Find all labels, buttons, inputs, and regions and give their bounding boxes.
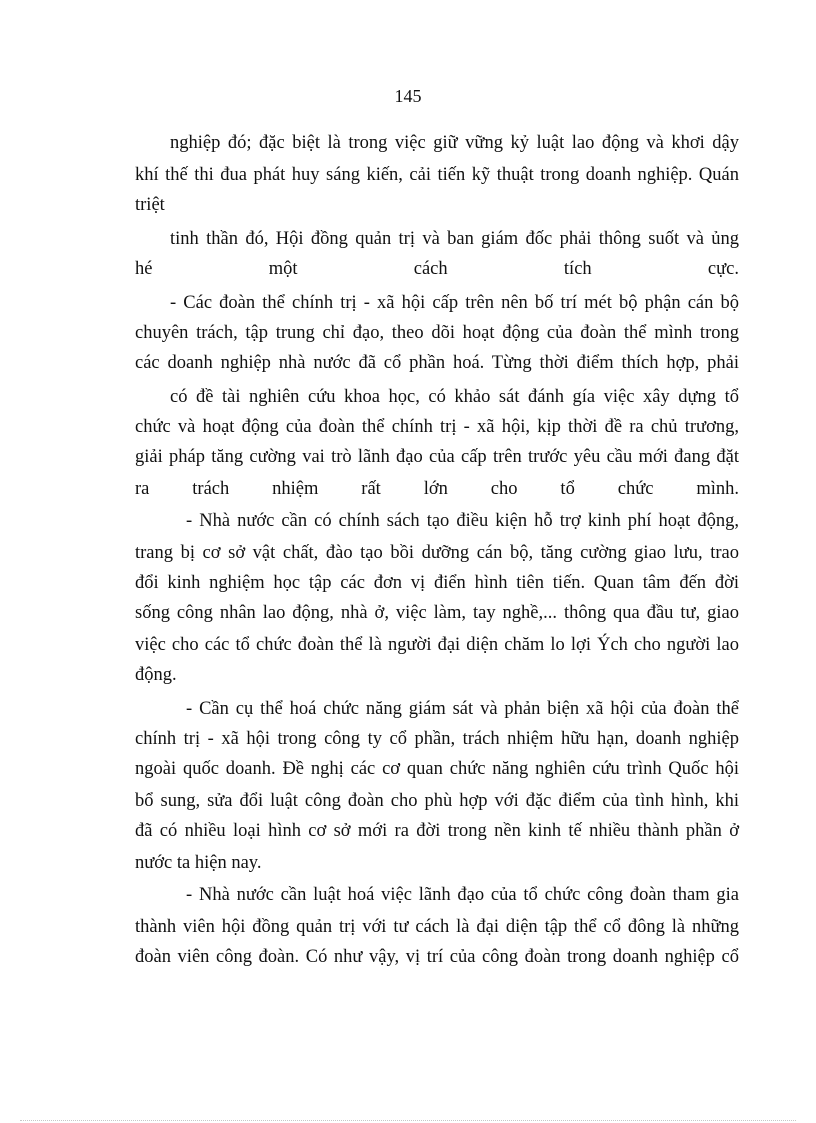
page-bottom-rule (20, 1120, 796, 1121)
text-line: ngoài quốc doanh. Đề nghị các cơ quan chức năng nghiên cứu trình Quốc hội (135, 759, 739, 779)
text-line: nước ta hiện nay. (135, 853, 262, 873)
text-line: giải pháp tăng cường vai trò lãnh đạo của cấp trên trước yêu cầu mới đang đặt (135, 447, 739, 467)
text-line: - Cần cụ thể hoá chức năng giám sát và phản biện xã hội của đoàn thể (186, 699, 739, 719)
text-line: việc cho các tổ chức đoàn thể là người đại diện chăm lo lợi Ých cho người lao (135, 635, 739, 655)
text-line: chuyên trách, tập trung chỉ đạo, theo dõi hoạt động của đoàn thể mình trong (135, 323, 739, 343)
text-line: triệt (135, 195, 165, 215)
text-line: đoàn viên công đoàn. Có như vậy, vị trí của công đoàn trong doanh nghiệp cổ (135, 947, 739, 967)
text-line: thành viên hội đồng quản trị với tư cách là đại diện tập thể cổ đông là những (135, 917, 739, 937)
text-line: động. (135, 665, 177, 685)
text-line: đã có nhiều loại hình cơ sở mới ra đời trong nền kinh tế nhiều thành phần ở (135, 821, 739, 841)
page-number: 145 (394, 86, 422, 106)
text-line: hé một cách tích cực. (135, 259, 739, 279)
text-line: chức và hoạt động của đoàn thể chính trị - xã hội, kịp thời đề ra chủ trương, (135, 417, 739, 437)
text-line: các doanh nghiệp nhà nước đã cổ phần hoá. Từng thời điểm thích hợp, phải (135, 353, 739, 373)
text-line: ra trách nhiệm rất lớn cho tổ chức mình. (135, 479, 739, 499)
text-line: có đề tài nghiên cứu khoa học, có khảo sát đánh gía việc xây dựng tổ (170, 387, 739, 407)
text-line: - Nhà nước cần có chính sách tạo điều kiện hỗ trợ kinh phí hoạt động, (186, 511, 739, 531)
text-line: - Các đoàn thể chính trị - xã hội cấp trên nên bố trí mét bộ phận cán bộ (170, 293, 739, 313)
text-line: trang bị cơ sở vật chất, đào tạo bồi dưỡng cán bộ, tăng cường giao lưu, trao (135, 543, 739, 563)
text-line: nghiệp đó; đặc biệt là trong việc giữ vững kỷ luật lao động và khơi dậy (170, 133, 739, 153)
text-line: chính trị - xã hội trong công ty cổ phần, trách nhiệm hữu hạn, doanh nghiệp (135, 729, 739, 749)
text-line: - Nhà nước cần luật hoá việc lãnh đạo của tổ chức công đoàn tham gia (186, 885, 739, 905)
text-line: bổ sung, sửa đổi luật công đoàn cho phù hợp với đặc điểm của tình hình, khi (135, 791, 739, 811)
text-line: sống công nhân lao động, nhà ở, việc làm, tay nghề,... thông qua đầu tư, giao (135, 603, 739, 623)
text-line: tinh thần đó, Hội đồng quản trị và ban giám đốc phải thông suốt và ủng (170, 229, 739, 249)
text-line: đổi kinh nghiệm học tập các đơn vị điển hình tiên tiến. Quan tâm đến đời (135, 573, 739, 593)
text-line: khí thế thi đua phát huy sáng kiến, cải tiến kỹ thuật trong doanh nghiệp. Quán (135, 165, 739, 185)
